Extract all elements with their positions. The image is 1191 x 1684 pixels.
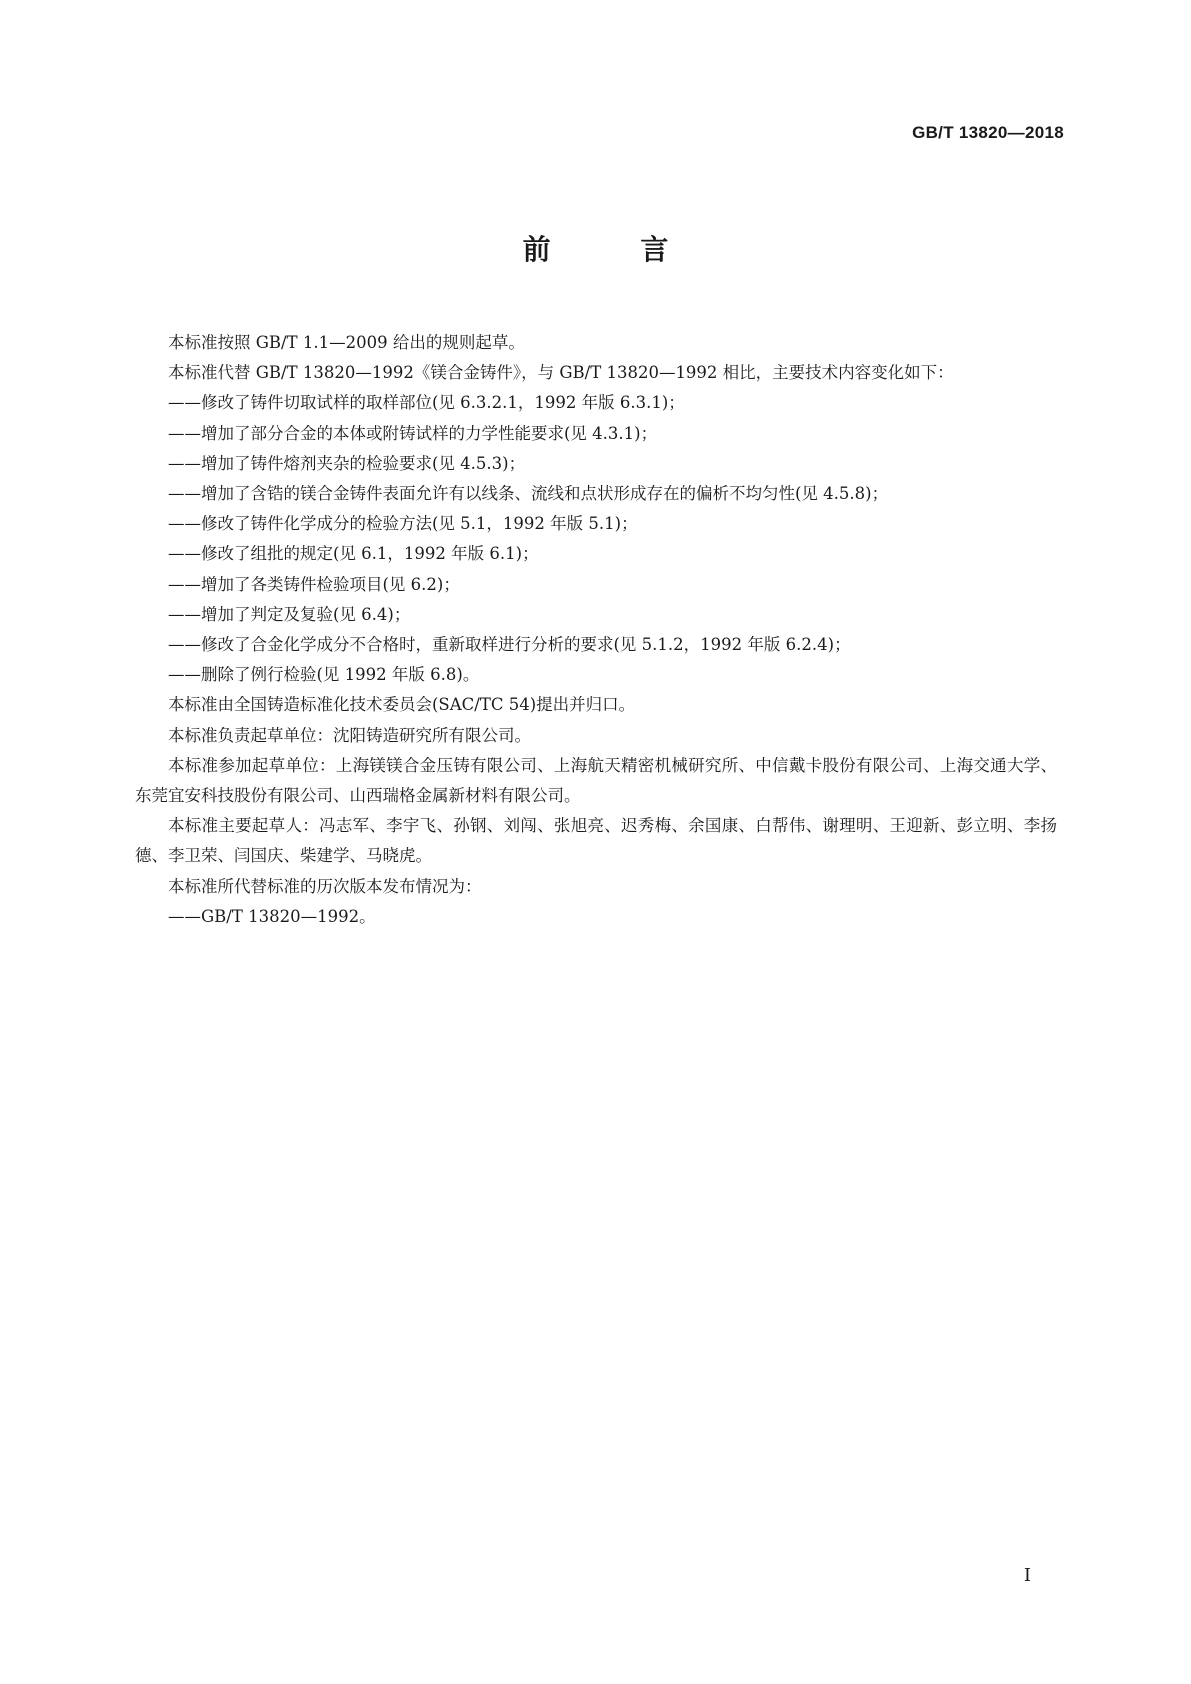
list-item: ——修改了铸件切取试样的取样部位(见 6.3.2.1，1992 年版 6.3.1)；	[168, 393, 685, 413]
paragraph-history: 本标准所代替标准的历次版本发布情况为：	[168, 876, 482, 896]
document-code: GB/T 13820—2018	[912, 123, 1064, 142]
paragraph-participating-drafters: 本标准参加起草单位：上海镁镁合金压铸有限公司、上海航天精密机械研究所、中信戴卡股份有限公司、上海交通大学、东莞宜安科技股份有限公司、山西瑞格金属新材料有限公司。	[135, 755, 1057, 806]
list-item: ——GB/T 13820—1992。	[168, 906, 376, 926]
paragraph-drafting-rules: 本标准按照 GB/T 1.1—2009 给出的规则起草。	[168, 333, 525, 352]
page-title: 前 言	[522, 233, 709, 266]
list-item: ——增加了含锆的镁合金铸件表面允许有以线条、流线和点状形成存在的偏析不均匀性(见 4.5.8)；	[168, 484, 889, 504]
paragraph-main-drafters: 本标准主要起草人：冯志军、李宇飞、孙钢、刘闯、张旭亮、迟秀梅、余国康、白帮伟、谢理明、王迎新、彭立明、李扬德、李卫荣、闫国庆、柴建学、马晓虎。	[135, 816, 1057, 866]
list-item: ——修改了合金化学成分不合格时，重新取样进行分析的要求(见 5.1.2，1992 年版 6.2.4)；	[168, 635, 851, 655]
page-number: I	[1023, 1565, 1031, 1586]
paragraph-proposed-by: 本标准由全国铸造标准化技术委员会(SAC/TC 54)提出并归口。	[168, 695, 636, 715]
list-item: ——增加了铸件熔剂夹杂的检验要求(见 4.5.3)；	[168, 453, 526, 473]
foreword-body	[135, 328, 1057, 932]
paragraph-lead-drafter: 本标准负责起草单位：沈阳铸造研究所有限公司。	[168, 725, 531, 745]
list-item: ——修改了铸件化学成分的检验方法(见 5.1，1992 年版 5.1)；	[168, 514, 638, 534]
list-item: ——增加了各类铸件检验项目(见 6.2)；	[168, 574, 460, 594]
list-item: ——修改了组批的规定(见 6.1，1992 年版 6.1)；	[168, 544, 539, 564]
list-item: ——增加了部分合金的本体或附铸试样的力学性能要求(见 4.3.1)；	[168, 423, 658, 443]
list-item: ——删除了例行检验(见 1992 年版 6.8)。	[168, 665, 480, 685]
paragraph-replaces: 本标准代替 GB/T 13820—1992《镁合金铸件》，与 GB/T 13820—1992 相比，主要技术内容变化如下：	[168, 363, 954, 383]
list-item: ——增加了判定及复验(见 6.4)；	[168, 604, 411, 624]
